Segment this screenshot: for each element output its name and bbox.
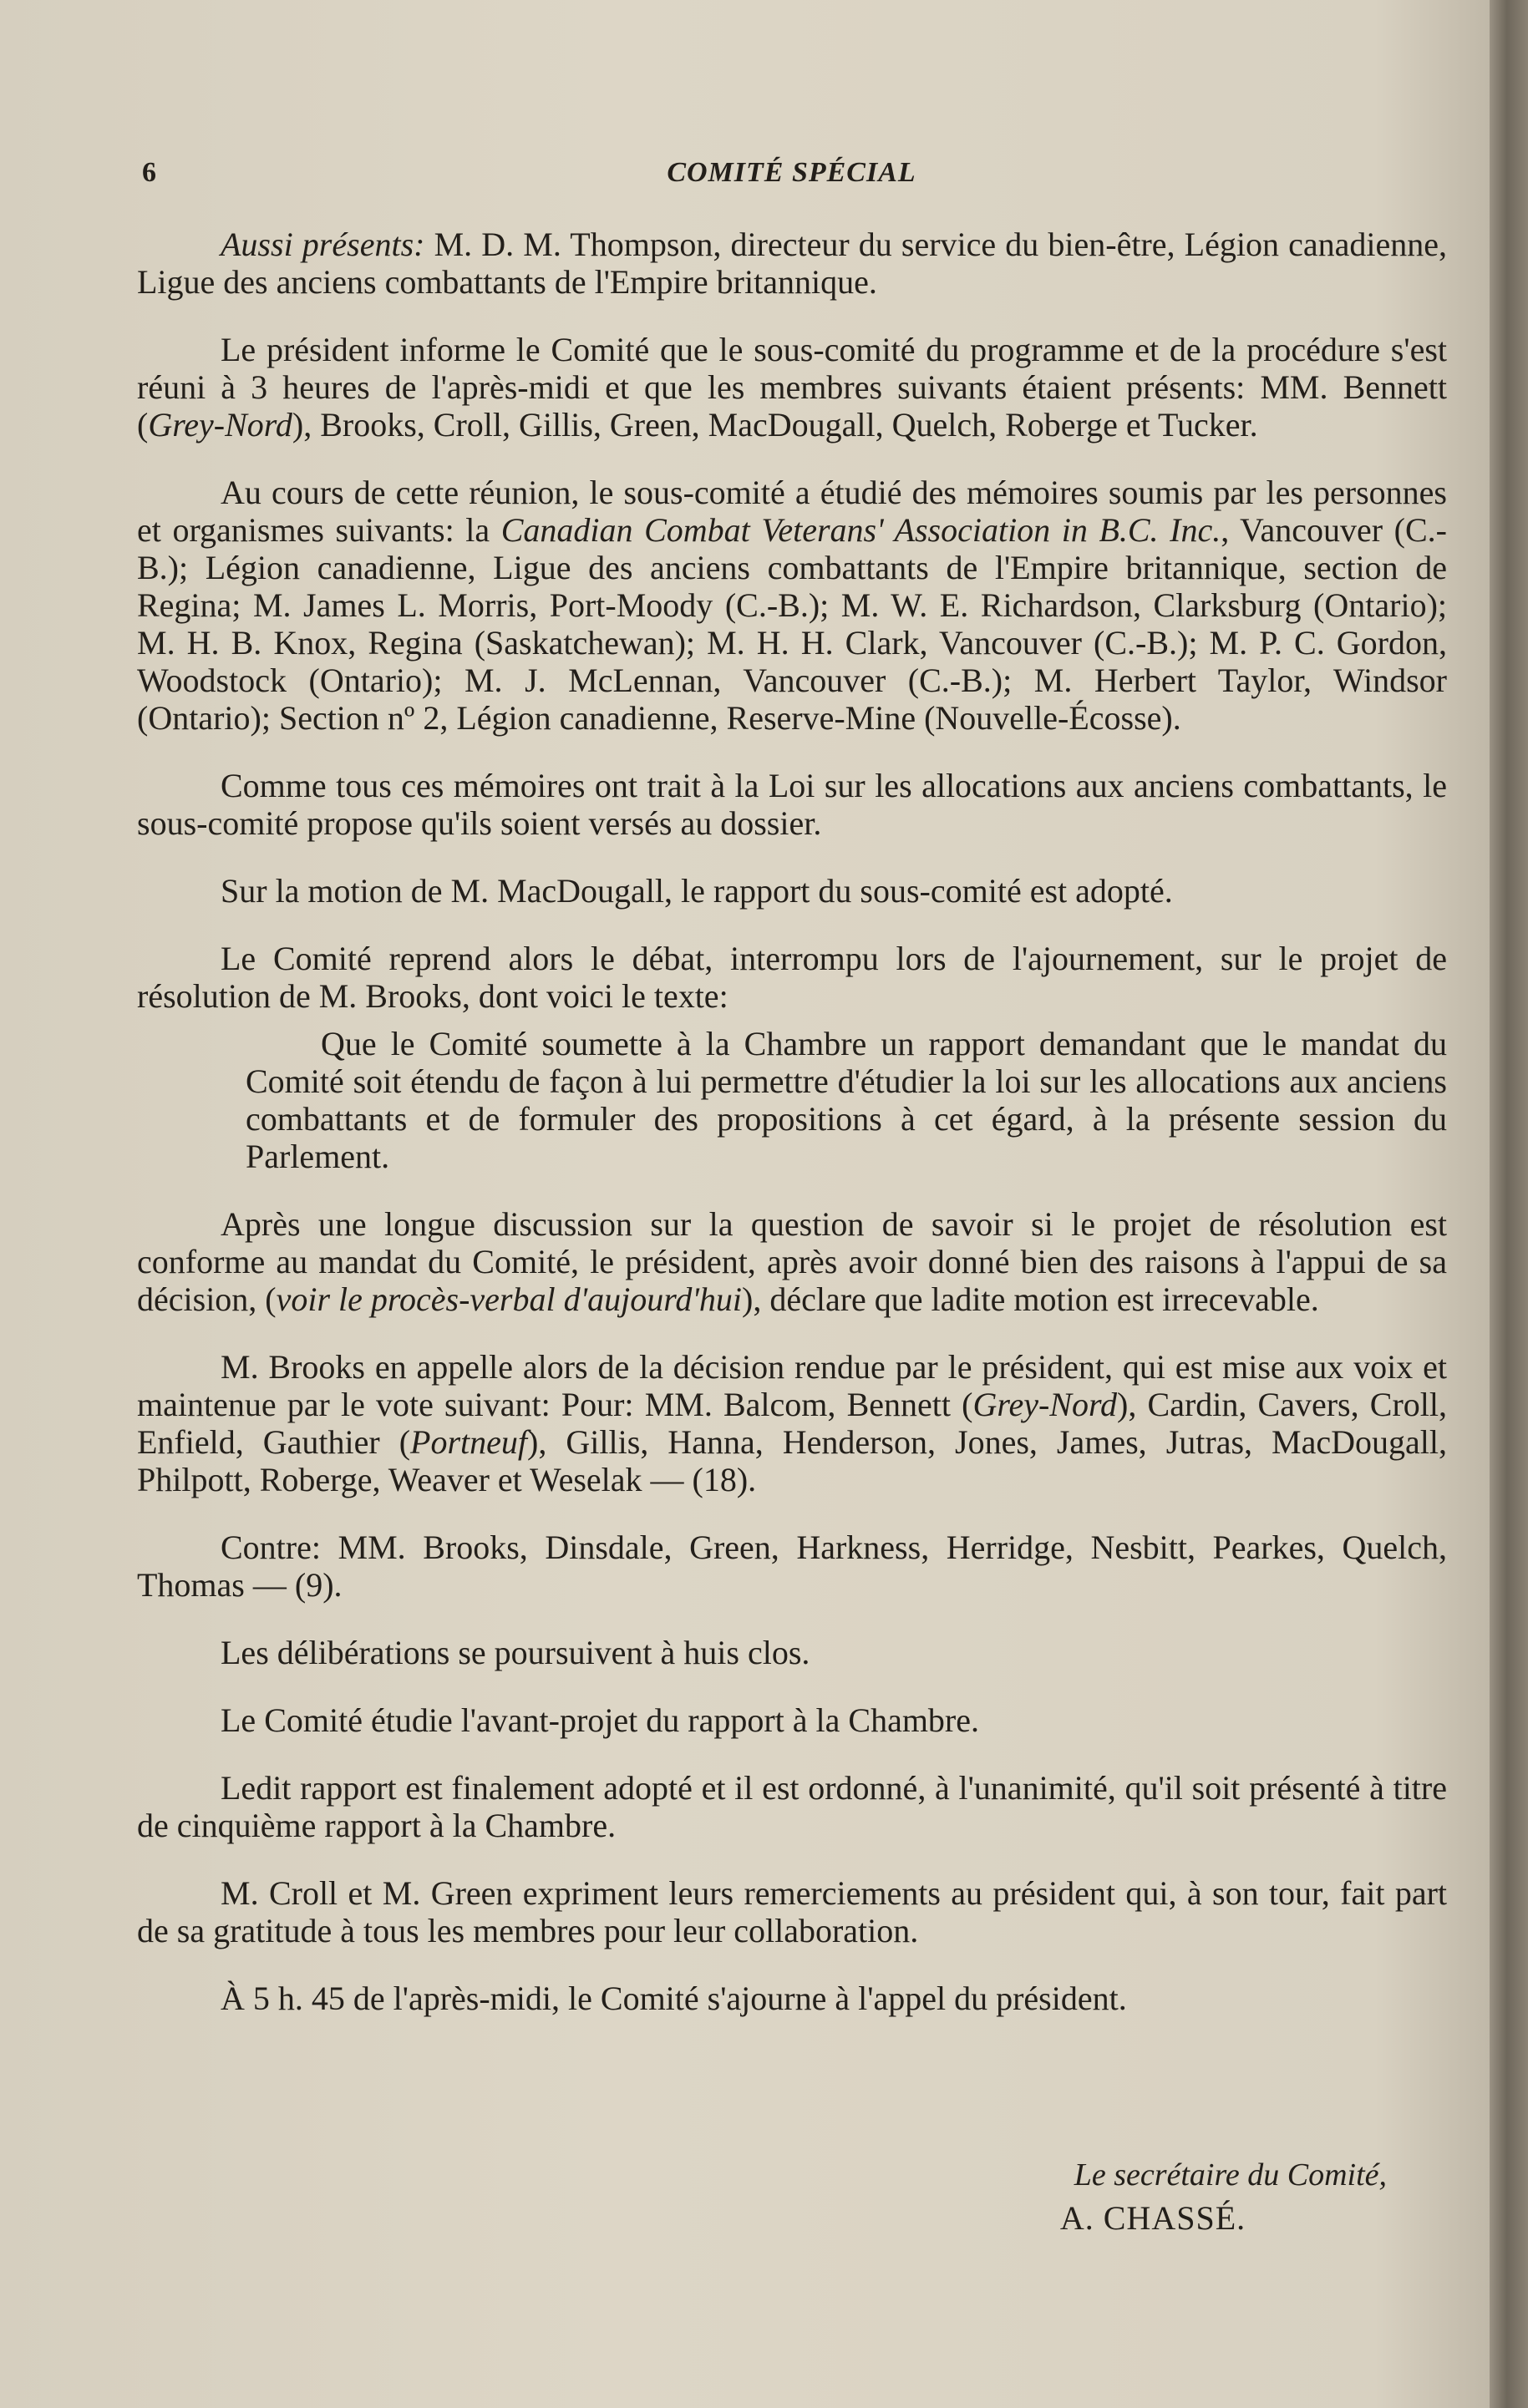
signature-block (919, 2155, 1387, 2242)
running-title: COMITÉ SPÉCIAL (667, 157, 916, 188)
paragraph-briefs: Au cours de cette réunion, le sous-comité a étudié des mémoires soumis par les personnes et organismes suivants: la Canadian Combat Veterans' Association in B.C. Inc., Vancouver (C.-B.); Légion canadienne, Ligue des anciens combattants de l'Empire britannique, section de Regina; M. James L. Morris, Port-Moody (C.-B.); M. W. E. Richardson, Clarksburg (Ontario); M. H. B. Knox, Regina (Saskatchewan); M. H. H. Clark, Vancouver (C.-B.); M. P. C. Gordon, Woodstock (Ontario); M. J. McLennan, Vancouver (C.-B.); M. Herbert Taylor, Windsor (Ontario); Section nº 2, Légion canadienne, Reserve-Mine (Nouvelle-Écosse). (137, 474, 1447, 737)
paragraph-subcommittee-meeting: Le président informe le Comité que le sous-comité du programme et de la procédure s'est réuni à 3 heures de l'après-midi et que les membres suivants étaient présents: MM. Bennett (Grey-Nord), Brooks, Croll, Gillis, Green, MacDougall, Quelch, Roberge et Tucker. (137, 331, 1447, 444)
paragraph-motion-adopted: Sur la motion de M. MacDougall, le rapport du sous-comité est adopté. (221, 872, 1173, 910)
paragraph-vote-for: M. Brooks en appelle alors de la décision rendue par le président, qui est mise aux voix et maintenue par le vote suivant: Pour: MM. Balcom, Bennett (Grey-Nord), Cardin, Cavers, Croll, Enfield, Gauthier (Portneuf), Gillis, Hanna, Henderson, Jones, James, Jutras, MacDougall, Philpott, Roberge, Weaver et Weselak — (18). (137, 1348, 1447, 1498)
paragraph-filing: Comme tous ces mémoires ont trait à la Loi sur les allocations aux anciens combattants, le sous-comité propose qu'ils soient versés au dossier. (137, 767, 1447, 842)
attendees-label: Aussi présents: (221, 226, 425, 263)
document-body (137, 226, 1447, 2047)
paragraph-attendees: Aussi présents: M. D. M. Thompson, directeur du service du bien-être, Légion canadienne, Ligue des anciens combattants de l'Empire britannique. (137, 226, 1447, 301)
page-number: 6 (142, 157, 156, 188)
page-edge-shadow (1490, 0, 1528, 2408)
paragraph-debate-resumed: Le Comité reprend alors le débat, interrompu lors de l'ajournement, sur le projet de résolution de M. Brooks, dont voici le texte: (137, 940, 1447, 1015)
paragraph-adjournment: À 5 h. 45 de l'après-midi, le Comité s'ajourne à l'appel du président. (221, 1980, 1127, 2017)
paragraph-thanks: M. Croll et M. Green expriment leurs remerciements au président qui, à son tour, fait part de sa gratitude à tous les membres pour leur collaboration. (137, 1874, 1447, 1949)
resolution-quote: Que le Comité soumette à la Chambre un rapport demandant que le mandat du Comité soit étendu de façon à lui permettre d'étudier la loi sur les allocations aux anciens combattants et de formuler des propositions à cet égard, à la présente session du Parlement. (246, 1025, 1447, 1175)
paragraph-vote-against: Contre: MM. Brooks, Dinsdale, Green, Harkness, Herridge, Nesbitt, Pearkes, Quelch, Thomas — (9). (137, 1528, 1447, 1604)
paragraph-report-adopted: Ledit rapport est finalement adopté et il est ordonné, à l'unanimité, qu'il soit présenté à titre de cinquième rapport à la Chambre. (137, 1769, 1447, 1844)
page-header (142, 157, 1441, 199)
paragraph-ruling: Après une longue discussion sur la question de savoir si le projet de résolution est conforme au mandat du Comité, le président, après avoir donné bien des raisons à l'appui de sa décision, (voir le procès-verbal d'aujourd'hui), déclare que ladite motion est irrecevable. (137, 1205, 1447, 1318)
signature-name: A. CHASSÉ. (1059, 2199, 1246, 2237)
signature-title: Le secrétaire du Comité, (1074, 2157, 1387, 2193)
paragraph-draft-report: Le Comité étudie l'avant-projet du rapport à la Chambre. (221, 1701, 980, 1739)
paragraph-in-camera: Les délibérations se poursuivent à huis clos. (221, 1634, 810, 1671)
